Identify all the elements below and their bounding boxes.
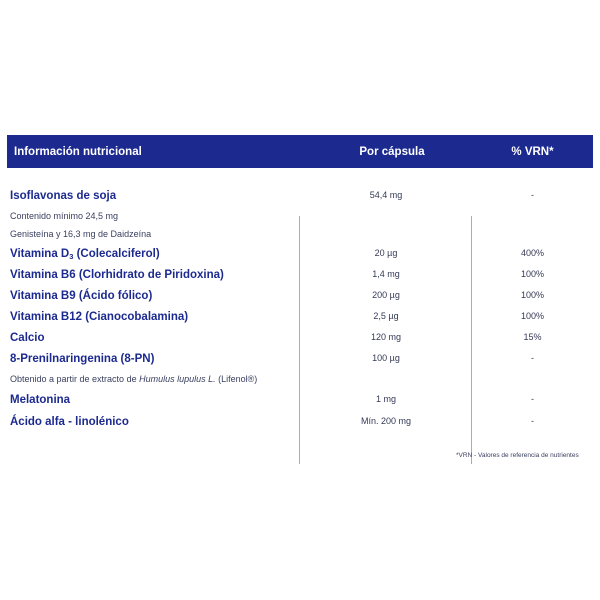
table-row (7, 305, 593, 326)
nutrient-vrn: 400% (520, 247, 545, 258)
nutrient-vrn: - (531, 190, 534, 200)
header-vrn: % VRN* (511, 145, 554, 158)
nutrient-vrn: - (531, 352, 534, 363)
nutrient-vrn: 100% (520, 310, 545, 321)
nutrient-amount: Mín. 200 mg (360, 415, 412, 426)
nutrient-note: Obtenido a partir de extracto de Humulus lupulus L. (Lifenol®) (10, 374, 258, 384)
nutrient-label: Vitamina D3 (Colecalciferol) (10, 247, 160, 261)
table-row (7, 206, 593, 224)
table-row (7, 284, 593, 305)
table-row (7, 410, 593, 431)
table-row (7, 388, 593, 410)
table-row (7, 184, 593, 206)
table-row (7, 347, 593, 368)
nutrient-vrn: - (531, 394, 534, 404)
nutrient-amount: 1 mg (375, 394, 396, 404)
vrn-footnote: *VRN - Valores de referencia de nutrientes (456, 452, 579, 459)
nutrient-vrn: 100% (520, 268, 545, 279)
nutrient-amount: 20 µg (374, 247, 398, 258)
table-row (7, 326, 593, 347)
nutrient-label: Vitamina B12 (Cianocobalamina) (10, 310, 189, 323)
nutrient-amount: 200 µg (372, 289, 400, 300)
nutrient-label: Vitamina B6 (Clorhidrato de Piridoxina) (10, 268, 224, 281)
nutrient-note: Genisteína y 16,3 mg de Daidzeína (10, 229, 152, 239)
nutrient-vrn: 100% (520, 289, 545, 300)
table-header (7, 135, 593, 168)
table-body (7, 168, 593, 431)
nutrient-amount: 2,5 µg (373, 310, 399, 321)
table-row (7, 263, 593, 284)
nutrient-amount: 1,4 mg (372, 268, 400, 279)
nutrient-label: Ácido alfa - linolénico (10, 415, 129, 428)
nutrient-amount: 120 mg (370, 331, 402, 342)
header-per-capsule: Por cápsula (359, 145, 425, 158)
nutrition-table (7, 135, 593, 431)
table-row (7, 224, 593, 242)
nutrient-label: Isoflavonas de soja (10, 190, 117, 202)
nutrient-label: 8-Prenilnaringenina (8-PN) (10, 352, 155, 365)
nutrient-vrn: - (531, 415, 534, 426)
nutrient-vrn: 15% (523, 331, 542, 342)
nutrient-label: Melatonina (10, 394, 71, 406)
nutrient-label: Vitamina B9 (Ácido fólico) (10, 289, 153, 302)
header-nutrition-info: Información nutricional (14, 145, 142, 158)
table-row (7, 242, 593, 263)
nutrient-amount: 100 µg (372, 352, 400, 363)
nutrient-label: Calcio (10, 331, 45, 344)
nutrient-note: Contenido mínimo 24,5 mg (10, 211, 119, 221)
nutrient-amount: 54,4 mg (369, 190, 403, 200)
table-row (7, 368, 593, 388)
